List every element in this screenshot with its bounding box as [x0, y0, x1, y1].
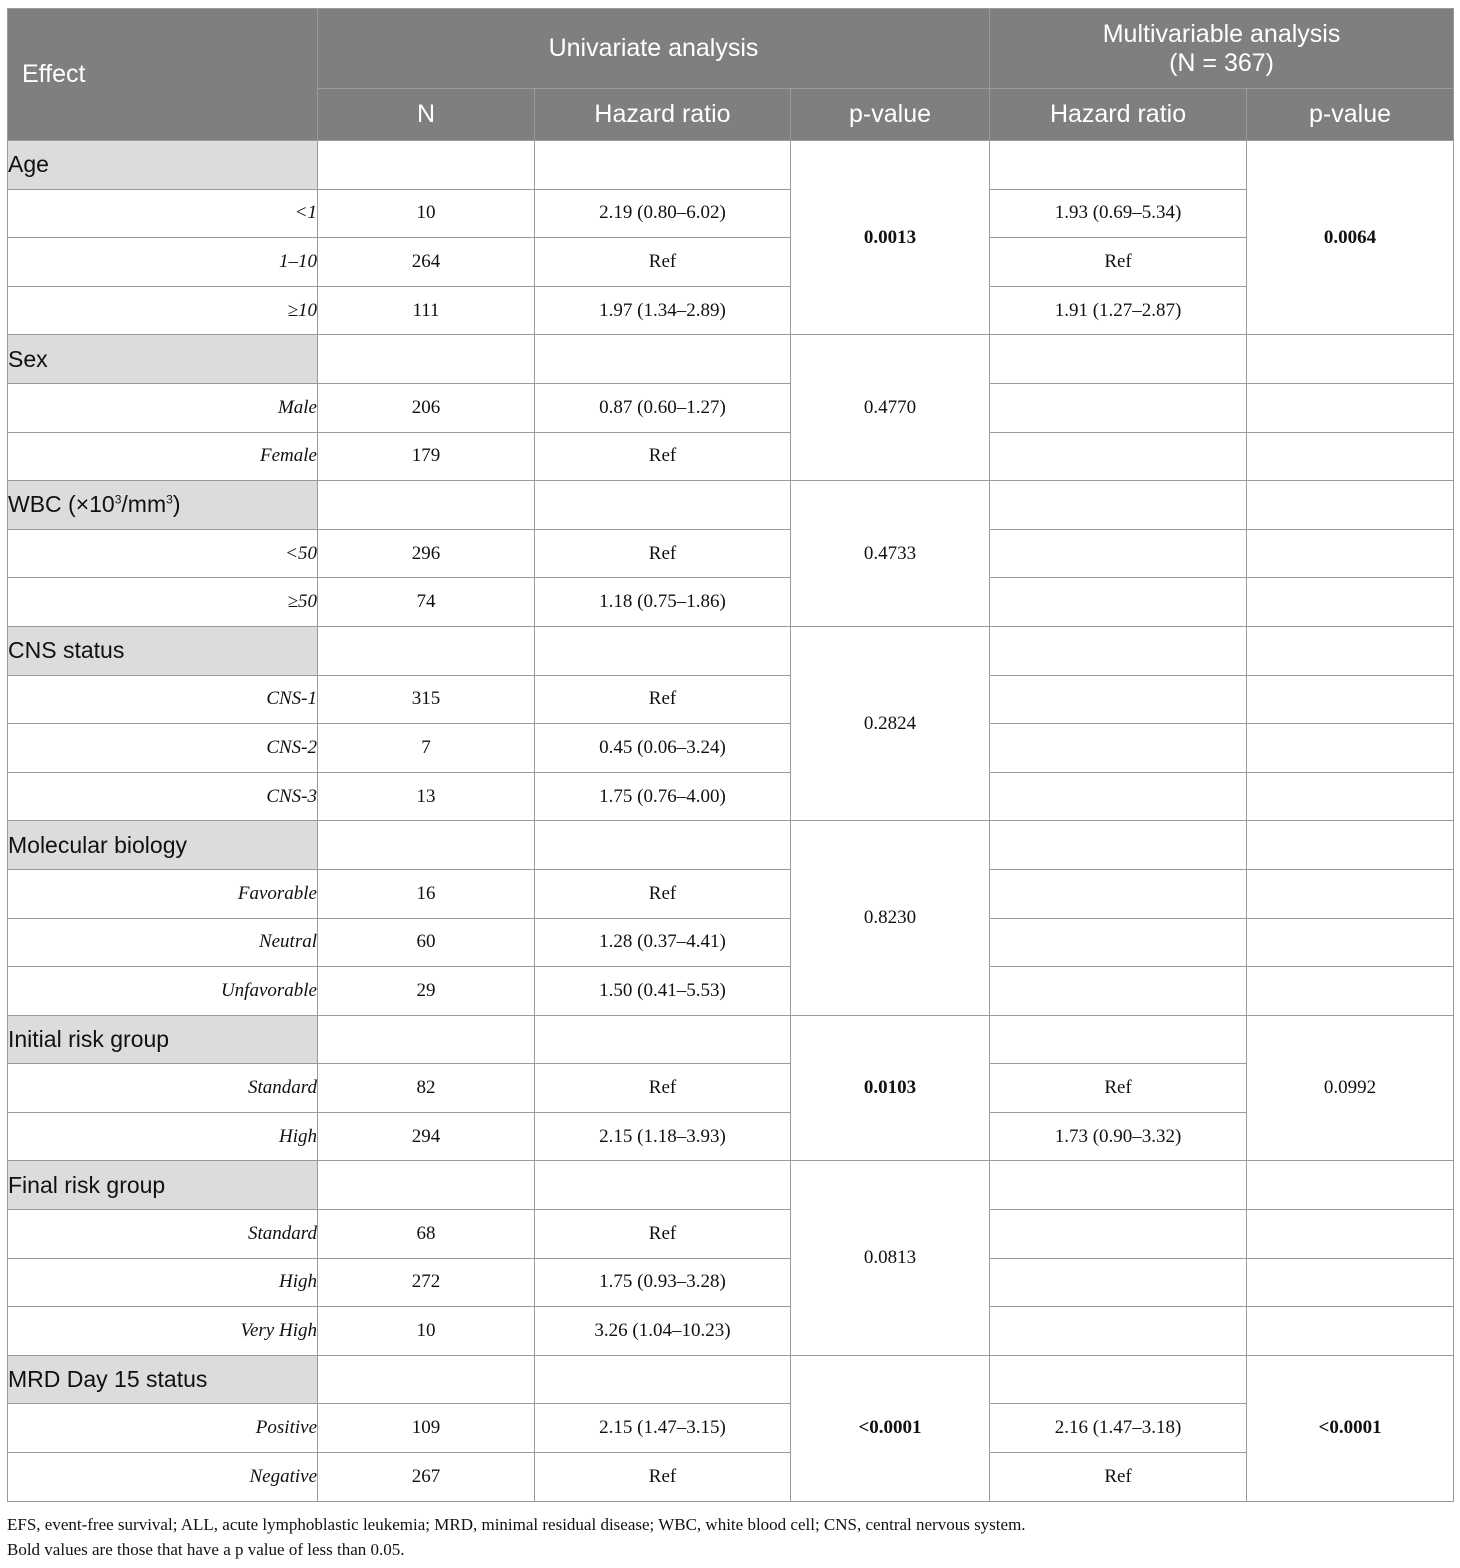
n-value: 10 [318, 189, 535, 238]
n-value: 29 [318, 967, 535, 1016]
group-row-sex [8, 335, 1454, 384]
row-label: ≥10 [8, 286, 318, 335]
group-row-mrd [8, 1355, 1454, 1404]
hazard-ratio-uni: 0.45 (0.06–3.24) [535, 724, 791, 773]
table-row [8, 383, 1454, 432]
table-row [8, 772, 1454, 821]
row-label: Favorable [8, 869, 318, 918]
row-label: Female [8, 432, 318, 481]
hazard-ratio-multi: 1.73 (0.90–3.32) [990, 1112, 1247, 1161]
n-value: 68 [318, 1210, 535, 1259]
p-value-uni: 0.0813 [791, 1161, 990, 1355]
table-row [8, 918, 1454, 967]
hazard-ratio-uni: 3.26 (1.04–10.23) [535, 1307, 791, 1356]
n-value: 294 [318, 1112, 535, 1161]
row-label: Positive [8, 1404, 318, 1453]
n-value: 60 [318, 918, 535, 967]
hazard-ratio-uni: Ref [535, 432, 791, 481]
n-value: 74 [318, 578, 535, 627]
hazard-ratio-uni: Ref [535, 238, 791, 287]
hazard-ratio-uni: Ref [535, 1210, 791, 1259]
row-label: CNS-2 [8, 724, 318, 773]
p-value-uni: 0.0103 [791, 1015, 990, 1161]
n-value: 206 [318, 383, 535, 432]
n-value: 296 [318, 529, 535, 578]
table-row [8, 1210, 1454, 1259]
hazard-ratio-uni: 0.87 (0.60–1.27) [535, 383, 791, 432]
n-header: N [318, 89, 535, 141]
p-value-uni: <0.0001 [791, 1355, 990, 1501]
group-row-cns [8, 626, 1454, 675]
row-label: Unfavorable [8, 967, 318, 1016]
footnote-bold-note: Bold values are those that have a p value of less than 0.05. [7, 1540, 405, 1559]
row-label: 1–10 [8, 238, 318, 287]
p-value-multi-header: p-value [1247, 89, 1454, 141]
group-label: Molecular biology [8, 821, 318, 870]
table-row [8, 675, 1454, 724]
n-value: 109 [318, 1404, 535, 1453]
table-row [8, 1258, 1454, 1307]
hazard-ratio-uni: Ref [535, 529, 791, 578]
table-row [8, 1307, 1454, 1356]
group-row-molecular [8, 821, 1454, 870]
table-row [8, 286, 1454, 335]
row-label: High [8, 1112, 318, 1161]
row-label: Male [8, 383, 318, 432]
univariate-header: Univariate analysis [318, 9, 990, 89]
row-label: High [8, 1258, 318, 1307]
results-table [7, 8, 1454, 1502]
table-row [8, 1453, 1454, 1502]
p-value-uni-header: p-value [791, 89, 990, 141]
group-label: Sex [8, 335, 318, 384]
hazard-ratio-uni: 1.75 (0.76–4.00) [535, 772, 791, 821]
hazard-ratio-uni: 1.18 (0.75–1.86) [535, 578, 791, 627]
n-value: 315 [318, 675, 535, 724]
n-value: 272 [318, 1258, 535, 1307]
group-label: Age [8, 141, 318, 190]
table-row [8, 724, 1454, 773]
p-value-uni: 0.4770 [791, 335, 990, 481]
table-row [8, 1404, 1454, 1453]
row-label: CNS-3 [8, 772, 318, 821]
hazard-ratio-uni: 2.15 (1.18–3.93) [535, 1112, 791, 1161]
p-value-uni: 0.2824 [791, 626, 990, 820]
n-value: 264 [318, 238, 535, 287]
p-value-multi: 0.0064 [1247, 141, 1454, 335]
group-row-wbc [8, 481, 1454, 530]
n-value: 267 [318, 1453, 535, 1502]
table-row [8, 578, 1454, 627]
hazard-ratio-uni: Ref [535, 1064, 791, 1113]
group-label: WBC $(\times 10^3/mm^3)$ [8, 481, 318, 530]
multivariable-header-line1: Multivariable analysis [1102, 19, 1341, 48]
group-label: MRD Day 15 status [8, 1355, 318, 1404]
table-row [8, 869, 1454, 918]
p-value-multi: <0.0001 [1247, 1355, 1454, 1501]
hazard-ratio-multi-header: Hazard ratio [990, 89, 1247, 141]
hazard-ratio-uni: Ref [535, 675, 791, 724]
table-row [8, 432, 1454, 481]
n-value: 82 [318, 1064, 535, 1113]
hazard-ratio-uni: 1.50 (0.41–5.53) [535, 967, 791, 1016]
group-label: Initial risk group [8, 1015, 318, 1064]
p-value-uni: 0.0013 [791, 141, 990, 335]
group-label: Final risk group [8, 1161, 318, 1210]
table-row [8, 967, 1454, 1016]
hazard-ratio-uni: 1.75 (0.93–3.28) [535, 1258, 791, 1307]
hazard-ratio-uni-header: Hazard ratio [535, 89, 791, 141]
hazard-ratio-multi: Ref [990, 1064, 1247, 1113]
group-row-final-risk [8, 1161, 1454, 1210]
row-label: Negative [8, 1453, 318, 1502]
hazard-ratio-multi: Ref [990, 238, 1247, 287]
group-row-age [8, 141, 1454, 190]
hazard-ratio-uni: 1.97 (1.34–2.89) [535, 286, 791, 335]
p-value-multi: 0.0992 [1247, 1015, 1454, 1161]
n-value: 179 [318, 432, 535, 481]
n-value: 7 [318, 724, 535, 773]
multivariable-header-line2: (N = 367) [1169, 48, 1274, 77]
n-value: 16 [318, 869, 535, 918]
hazard-ratio-uni: 2.15 (1.47–3.15) [535, 1404, 791, 1453]
table-row [8, 238, 1454, 287]
hazard-ratio-multi: 1.91 (1.27–2.87) [990, 286, 1247, 335]
n-value: 10 [318, 1307, 535, 1356]
hazard-ratio-uni: 1.28 (0.37–4.41) [535, 918, 791, 967]
hazard-ratio-uni: Ref [535, 1453, 791, 1502]
n-value: 111 [318, 286, 535, 335]
hazard-ratio-multi: Ref [990, 1453, 1247, 1502]
table-row [8, 529, 1454, 578]
row-label: ≥50 [8, 578, 318, 627]
table-row [8, 1112, 1454, 1161]
multivariable-header [990, 9, 1454, 89]
p-value-uni: 0.8230 [791, 821, 990, 1015]
effect-header: Effect [8, 9, 318, 141]
footnote-abbreviations: EFS, event-free survival; ALL, acute lymphoblastic leukemia; MRD, minimal residual disease; WBC, white blood cell; CNS, central nervous system. [7, 1515, 1026, 1534]
row-label: Standard [8, 1210, 318, 1259]
row-label: Very High [8, 1307, 318, 1356]
hazard-ratio-multi: 1.93 (0.69–5.34) [990, 189, 1247, 238]
hazard-ratio-uni: 2.19 (0.80–6.02) [535, 189, 791, 238]
table-row [8, 189, 1454, 238]
row-label: Standard [8, 1064, 318, 1113]
row-label: <50 [8, 529, 318, 578]
hazard-ratio-uni: Ref [535, 869, 791, 918]
table-row [8, 1064, 1454, 1113]
p-value-uni: 0.4733 [791, 481, 990, 627]
row-label: <1 [8, 189, 318, 238]
row-label: Neutral [8, 918, 318, 967]
row-label: CNS-1 [8, 675, 318, 724]
group-label: CNS status [8, 626, 318, 675]
group-row-initial-risk [8, 1015, 1454, 1064]
hazard-ratio-multi: 2.16 (1.47–3.18) [990, 1404, 1247, 1453]
n-value: 13 [318, 772, 535, 821]
